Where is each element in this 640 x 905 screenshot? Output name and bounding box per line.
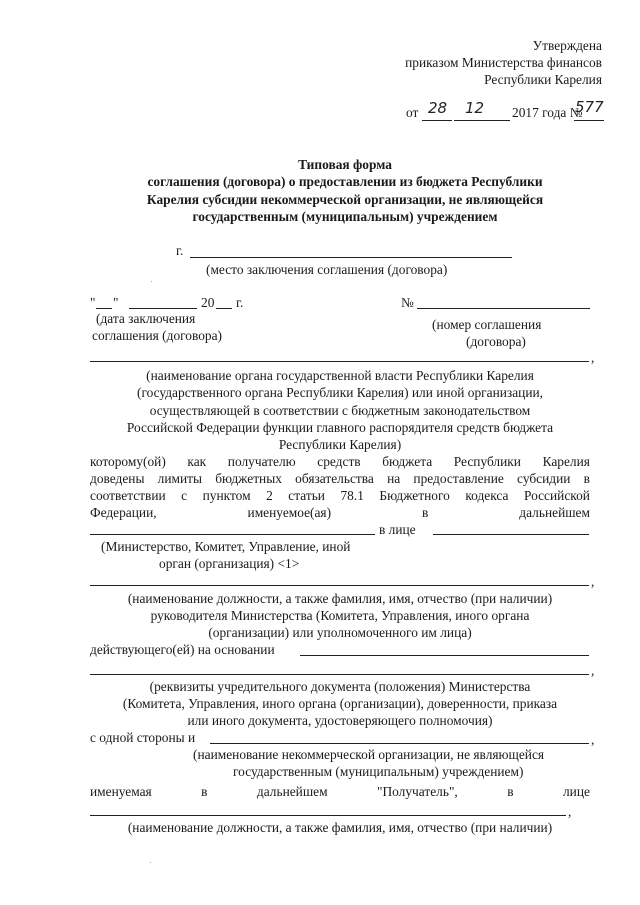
approval-line-3: Республики Карелия <box>484 72 602 87</box>
requisites-caption-line-1: (реквизиты учредительного документа (положения) Министерства <box>149 679 531 694</box>
authority-caption-line-5: Республики Карелия) <box>278 437 402 452</box>
scan-speck <box>151 281 152 282</box>
approval-date-prefix: от <box>406 105 419 120</box>
date-caption-1: (дата заключения <box>96 311 196 326</box>
approval-day-handwritten: 28 <box>428 99 448 117</box>
number-field[interactable] <box>417 308 590 309</box>
official-caption-bottom: (наименование должности, а также фамилия, имя, отчество (при наличии) <box>127 820 553 835</box>
approval-month-line <box>454 120 510 121</box>
official-caption-line-1: (наименование должности, а также фамилия, имя, отчество (при наличии) <box>127 591 553 606</box>
date-caption-2: соглашения (договора) <box>92 328 223 343</box>
official-field[interactable] <box>90 585 589 586</box>
place-field[interactable] <box>190 257 512 258</box>
approval-line-2: приказом Министерства финансов <box>405 55 602 70</box>
approval-number-handwritten: 577 <box>575 98 604 116</box>
place-caption: (место заключения соглашения (договора) <box>206 262 448 277</box>
comma: , <box>591 732 595 747</box>
date-year-suffix: г. <box>236 295 244 310</box>
paragraph-line-4: Федерации, именуемое(ая) в дальнейшем <box>90 505 590 520</box>
title-line-2: соглашения (договора) о предоставлении из бюджета Республики <box>147 174 543 189</box>
approval-line-1: Утверждена <box>532 38 602 53</box>
ministry-field[interactable] <box>90 534 375 535</box>
number-caption-1: (номер соглашения <box>432 317 542 332</box>
comma: , <box>568 804 572 819</box>
paragraph-line-3: соответствии с пунктом 2 статьи 78.1 Бюджетного кодекса Российской <box>90 488 590 503</box>
authority-caption-line-3: осуществляющей в соответствии с бюджетным законодательством <box>149 403 531 418</box>
title-line-1: Типовая форма <box>298 157 392 172</box>
scan-speck <box>150 862 151 863</box>
title-line-4: государственным (муниципальным) учреждением <box>192 209 498 224</box>
comma: , <box>591 350 595 365</box>
acting-basis-field-2[interactable] <box>90 674 589 675</box>
authority-caption-line-1: (наименование органа государственной власти Республики Карелия <box>146 368 534 383</box>
place-prefix: г. <box>176 243 184 258</box>
paragraph-line-1: которому(ой) как получателю средств бюджета Республики Карелия <box>90 454 590 469</box>
in-person-label: в лице <box>379 522 416 537</box>
date-year-field[interactable] <box>216 308 232 309</box>
date-month-field[interactable] <box>129 308 197 309</box>
date-year-prefix: 20 <box>201 295 215 310</box>
date-day-field[interactable] <box>96 308 112 309</box>
one-side-label: с одной стороны и <box>90 730 196 745</box>
number-caption-2: (договора) <box>466 334 526 349</box>
official-caption-line-2: руководителя Министерства (Комитета, Управления, иного органа <box>150 608 530 623</box>
ministry-caption-2: орган (организация) <1> <box>159 556 300 571</box>
requisites-caption-line-2: (Комитета, Управления, иного органа (организации), доверенности, приказа <box>122 696 558 711</box>
number-prefix: № <box>401 295 414 310</box>
approval-number-line <box>574 120 604 121</box>
representative-field[interactable] <box>433 534 589 535</box>
acting-basis-label: действующего(ей) на основании <box>90 642 275 657</box>
authority-caption-line-4: Российской Федерации функции главного распорядителя средств бюджета <box>126 420 554 435</box>
requisites-caption-line-3: или иного документа, удостоверяющего полномочия) <box>187 713 493 728</box>
official-caption-line-3: (организации) или уполномоченного им лица) <box>208 625 472 640</box>
date-quote-open: " <box>90 295 96 310</box>
title-line-3: Карелия субсидии некоммерческой организации, не являющейся <box>146 192 544 207</box>
nko-field[interactable] <box>210 743 589 744</box>
authority-caption-line-2: (государственного органа Республики Карелия) или иной организации, <box>136 385 544 400</box>
recipient-representative-field[interactable] <box>90 815 566 816</box>
approval-month-handwritten: 12 <box>465 99 485 117</box>
approval-day-line <box>422 120 452 121</box>
approval-year-text: 2017 года № <box>512 105 583 120</box>
paragraph-line-2: доведены лимиты бюджетных обязательства на предоставление субсидии в <box>90 471 590 486</box>
nko-caption-2: государственным (муниципальным) учреждением) <box>233 764 524 779</box>
date-quote-close: " <box>113 295 119 310</box>
ministry-caption-1: (Министерство, Комитет, Управление, иной <box>101 539 351 554</box>
authority-field[interactable] <box>90 361 589 362</box>
recipient-line: именуемая в дальнейшем "Получатель", в лице <box>90 784 590 799</box>
acting-basis-field[interactable] <box>300 655 589 656</box>
comma: , <box>591 574 595 589</box>
nko-caption-1: (наименование некоммерческой организации, не являющейся <box>193 747 545 762</box>
comma: , <box>591 663 595 678</box>
